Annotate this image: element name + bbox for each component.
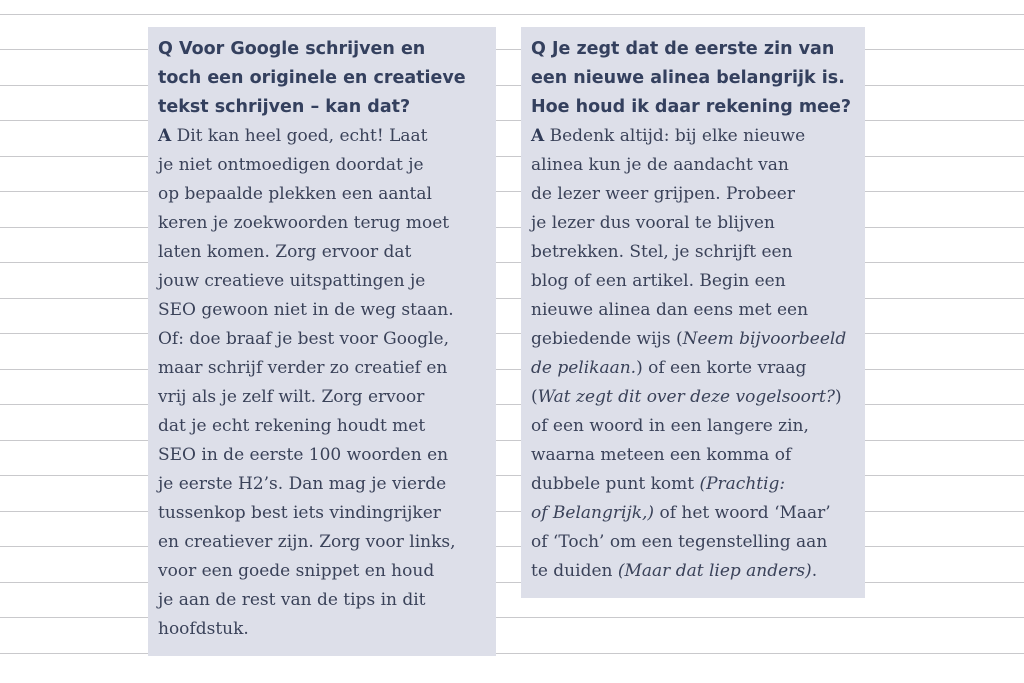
answer-line: nieuwe alinea dan eens met een	[531, 300, 809, 320]
answer-line: tussenkop best iets vindingrijker	[158, 503, 441, 523]
answer-line: je eerste H2’s. Dan mag je vierde	[158, 474, 447, 494]
answer-line: (Wat zegt dit over deze vogelsoort?)	[531, 387, 842, 407]
answer-line: of Belangrijk,) of het woord ‘Maar’	[531, 503, 831, 523]
answer-line: Of: doe braaf je best voor Google,	[158, 329, 449, 349]
rule-line	[0, 14, 1024, 15]
question-line: Q Je zegt dat de eerste zin van	[531, 39, 835, 59]
question-line: Hoe houd ik daar rekening mee?	[531, 97, 851, 117]
answer-line: dubbele punt komt (Prachtig:	[531, 474, 786, 494]
answer-line: laten komen. Zorg ervoor dat	[158, 242, 412, 262]
answer-line: SEO gewoon niet in de weg staan.	[158, 300, 454, 320]
answer-line: je niet ontmoedigen doordat je	[158, 155, 424, 175]
answer-line: of een woord in een langere zin,	[531, 416, 809, 436]
answer-line: A Bedenk altijd: bij elke nieuwe	[531, 126, 806, 146]
question-line: een nieuwe alinea belangrijk is.	[531, 68, 845, 88]
qa-box-left	[148, 27, 496, 656]
answer-line: alinea kun je de aandacht van	[531, 155, 789, 175]
answer-line: A Dit kan heel goed, echt! Laat	[158, 126, 428, 146]
answer-line: voor een goede snippet en houd	[158, 561, 435, 581]
question-line: Q Voor Google schrijven en	[158, 39, 426, 59]
answer-line: op bepaalde plekken een aantal	[158, 184, 432, 204]
answer-line: of ‘Toch’ om een tegenstelling aan	[531, 532, 828, 552]
answer-line: gebiedende wijs (Neem bijvoorbeeld	[531, 329, 847, 349]
question-line: toch een originele en creatieve	[158, 68, 466, 88]
answer-line: jouw creatieve uitspattingen je	[158, 271, 426, 291]
answer-line: keren je zoekwoorden terug moet	[158, 213, 450, 233]
qa-box-right	[521, 27, 865, 598]
answer-line: te duiden (Maar dat liep anders).	[531, 561, 818, 581]
answer-line: dat je echt rekening houdt met	[158, 416, 426, 436]
answer-line: betrekken. Stel, je schrijft een	[531, 242, 793, 262]
question-line: tekst schrijven – kan dat?	[158, 97, 411, 117]
answer-line: hoofdstuk.	[158, 619, 249, 639]
answer-line: vrij als je zelf wilt. Zorg ervoor	[158, 387, 425, 407]
answer-line: je lezer dus vooral te blijven	[531, 213, 775, 233]
answer-line: de pelikaan.) of een korte vraag	[531, 358, 807, 378]
answer-line: SEO in de eerste 100 woorden en	[158, 445, 449, 465]
answer-line: maar schrijf verder zo creatief en	[158, 358, 448, 378]
answer-line: waarna meteen een komma of	[531, 445, 792, 465]
answer-line: je aan de rest van de tips in dit	[158, 590, 426, 610]
answer-line: en creatiever zijn. Zorg voor links,	[158, 532, 456, 552]
answer-line: de lezer weer grijpen. Probeer	[531, 184, 795, 204]
answer-line: blog of een artikel. Begin een	[531, 271, 786, 291]
